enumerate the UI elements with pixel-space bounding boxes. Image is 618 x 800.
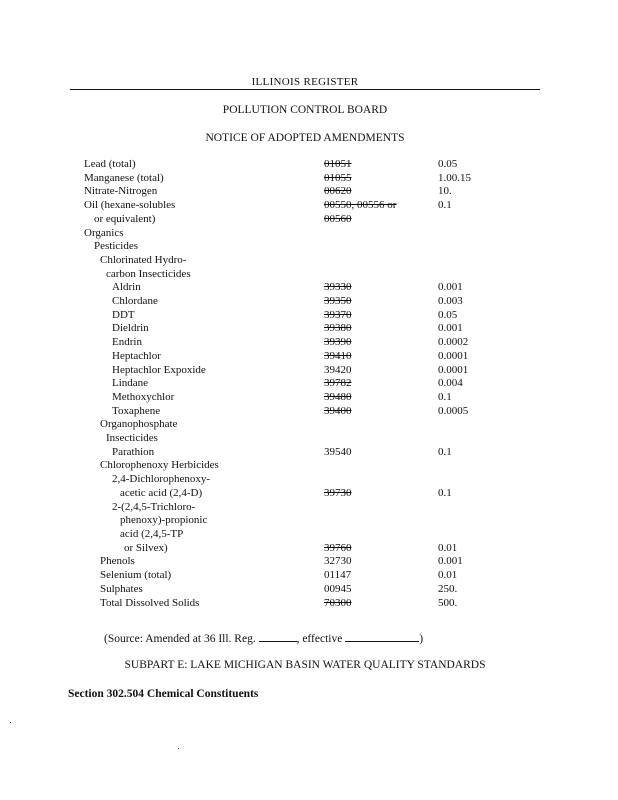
- constituent-name: Methoxychlor: [112, 390, 175, 403]
- constituent-name: or equivalent): [94, 212, 156, 225]
- constituent-name: or Silvex): [124, 541, 168, 554]
- table-row: [84, 268, 518, 282]
- table-row: [84, 542, 518, 556]
- table-row: [84, 501, 518, 515]
- constituent-name: Insecticides: [106, 432, 158, 445]
- table-row: [84, 158, 518, 172]
- storet-code: 01055: [324, 171, 352, 184]
- concentration-value: [438, 501, 518, 515]
- concentration-value: [438, 418, 518, 432]
- constituent-name: Heptachlor Expoxide: [112, 363, 206, 376]
- storet-code: 39390: [324, 336, 352, 349]
- concentration-value: [438, 254, 518, 268]
- constituent-name: Chlorinated Hydro-: [100, 253, 187, 266]
- storet-code: 01147: [324, 569, 352, 582]
- constituent-name: Dieldrin: [112, 322, 149, 335]
- storet-code: 39370: [324, 308, 352, 321]
- constituent-name: Chlordane: [112, 295, 158, 308]
- table-row: [84, 309, 518, 323]
- concentration-value: 0.0001: [438, 363, 469, 376]
- constituent-name: Selenium (total): [100, 569, 172, 582]
- storet-code: 39782: [324, 377, 352, 390]
- table-row: [84, 295, 518, 309]
- board-title: POLLUTION CONTROL BOARD: [222, 104, 388, 116]
- storet-code: 39420: [324, 363, 352, 376]
- storet-code: 39540: [324, 445, 352, 458]
- storet-code: 39730: [324, 486, 352, 499]
- concentration-value: 0.01: [438, 541, 458, 554]
- constituent-name: acid (2,4,5-TP: [120, 527, 184, 540]
- concentration-value: 0.1: [438, 199, 452, 212]
- storet-code: 39350: [324, 295, 352, 308]
- table-row: [84, 405, 518, 419]
- constituent-name: Organics: [84, 226, 124, 239]
- concentration-value: 0.003: [438, 295, 463, 308]
- table-row: [84, 364, 518, 378]
- concentration-value: 0.0001: [438, 349, 469, 362]
- storet-code: [324, 268, 438, 282]
- notice-title: NOTICE OF ADOPTED AMENDMENTS: [205, 132, 405, 144]
- storet-code: 39480: [324, 390, 352, 403]
- concentration-value: 0.01: [438, 569, 458, 582]
- table-row: [84, 377, 518, 391]
- table-row: [84, 185, 518, 199]
- constituents-table: [84, 158, 518, 610]
- constituent-name: carbon Insecticides: [106, 267, 191, 280]
- concentration-value: 10.: [438, 185, 452, 198]
- concentration-value: 0.1: [438, 445, 452, 458]
- table-row: [84, 240, 518, 254]
- constituent-name: acetic acid (2,4-D): [120, 486, 203, 499]
- table-row: [84, 418, 518, 432]
- storet-code: [324, 514, 438, 528]
- date-blank: [345, 631, 419, 642]
- storet-code: [324, 432, 438, 446]
- storet-code: [324, 528, 438, 542]
- constituent-name: Lindane: [112, 377, 149, 390]
- concentration-value: 0.05: [438, 158, 458, 170]
- storet-code: 70300: [324, 596, 352, 609]
- concentration-value: 0.0005: [438, 404, 469, 417]
- subpart-heading: SUBPART E: LAKE MICHIGAN BASIN WATER QUALITY STANDARDS: [124, 659, 486, 671]
- constituent-name: Pesticides: [94, 240, 138, 253]
- scan-speck: [178, 748, 179, 749]
- table-row: [84, 514, 518, 528]
- table-row: [84, 172, 518, 186]
- concentration-value: 0.001: [438, 555, 463, 568]
- source-note: [104, 631, 423, 645]
- concentration-value: 250.: [438, 582, 458, 595]
- constituent-name: Oil (hexane-solubles: [84, 199, 176, 212]
- constituent-name: Organophosphate: [100, 418, 178, 431]
- table-row: [84, 227, 518, 241]
- storet-code: 39330: [324, 281, 352, 294]
- table-row: [84, 432, 518, 446]
- section-heading: Section 302.504 Chemical Constituents: [68, 688, 259, 700]
- storet-code: 01051: [324, 158, 352, 170]
- table-row: [84, 213, 518, 227]
- concentration-value: 0.001: [438, 281, 463, 294]
- table-row: [84, 473, 518, 487]
- concentration-value: [438, 459, 518, 473]
- storet-code: 32730: [324, 555, 352, 568]
- table-row: [84, 391, 518, 405]
- constituent-name: DDT: [112, 308, 135, 321]
- storet-code: 00560: [324, 212, 352, 225]
- table-row: [84, 528, 518, 542]
- constituent-name: phenoxy)-propionic: [120, 514, 208, 527]
- constituent-name: Manganese (total): [84, 171, 164, 184]
- table-row: [84, 583, 518, 597]
- constituent-name: Sulphates: [100, 582, 143, 595]
- constituent-name: 2-(2,4,5-Trichloro-: [112, 500, 196, 513]
- storet-code: 00550, 00556 or: [324, 199, 397, 212]
- constituent-name: Chlorophenoxy Herbicides: [100, 459, 219, 472]
- concentration-value: 0.0002: [438, 336, 469, 349]
- table-row: [84, 569, 518, 583]
- storet-code: [324, 254, 438, 268]
- register-header: ILLINOIS REGISTER: [70, 76, 540, 90]
- table-row: [84, 322, 518, 336]
- table-row: [84, 199, 518, 213]
- storet-code: [324, 473, 438, 487]
- constituent-name: Lead (total): [84, 158, 136, 170]
- constituent-name: 2,4-Dichlorophenoxy-: [112, 473, 211, 486]
- concentration-value: [438, 473, 518, 487]
- storet-code: 00620: [324, 185, 352, 198]
- concentration-value: 0.1: [438, 486, 452, 499]
- table-row: [84, 336, 518, 350]
- table-row: [84, 487, 518, 501]
- concentration-value: 0.05: [438, 308, 458, 321]
- table-row: [84, 597, 518, 611]
- storet-code: 39380: [324, 322, 352, 335]
- constituent-name: Toxaphene: [112, 404, 161, 417]
- concentration-value: [438, 227, 518, 241]
- concentration-value: 0.1: [438, 390, 452, 403]
- concentration-value: [438, 528, 518, 542]
- storet-code: [324, 501, 438, 515]
- table-row: [84, 254, 518, 268]
- constituent-name: Aldrin: [112, 281, 141, 294]
- storet-code: [324, 459, 438, 473]
- constituent-name: Parathion: [112, 445, 155, 458]
- concentration-value: 500.: [438, 596, 458, 609]
- concentration-value: [438, 514, 518, 528]
- concentration-value: 0.004: [438, 377, 463, 390]
- source-prefix: (Source: Amended at 36 Ill. Reg.: [104, 633, 259, 645]
- source-suffix: ): [419, 633, 424, 645]
- table-row: [84, 281, 518, 295]
- concentration-value: [438, 240, 518, 254]
- table-row: [84, 350, 518, 364]
- table-row: [84, 555, 518, 569]
- concentration-value: [438, 268, 518, 282]
- constituent-name: Endrin: [112, 336, 142, 349]
- table-row: [84, 459, 518, 473]
- storet-code: [324, 418, 438, 432]
- constituent-name: Phenols: [100, 555, 135, 568]
- constituent-name: Nitrate-Nitrogen: [84, 185, 158, 198]
- table-row: [84, 446, 518, 460]
- source-mid: , effective: [296, 633, 346, 645]
- storet-code: 39400: [324, 404, 352, 417]
- storet-code: [324, 240, 438, 254]
- constituent-name: Total Dissolved Solids: [100, 596, 200, 609]
- storet-code: [324, 227, 438, 241]
- constituent-name: Heptachlor: [112, 349, 161, 362]
- concentration-value: 1.00.15: [438, 171, 471, 184]
- volume-blank: [259, 631, 297, 642]
- storet-code: 39760: [324, 541, 352, 554]
- concentration-value: 0.001: [438, 322, 463, 335]
- concentration-value: [438, 432, 518, 446]
- storet-code: 00945: [324, 582, 352, 595]
- concentration-value: [438, 213, 518, 227]
- storet-code: 39410: [324, 349, 352, 362]
- scan-speck: [10, 722, 11, 723]
